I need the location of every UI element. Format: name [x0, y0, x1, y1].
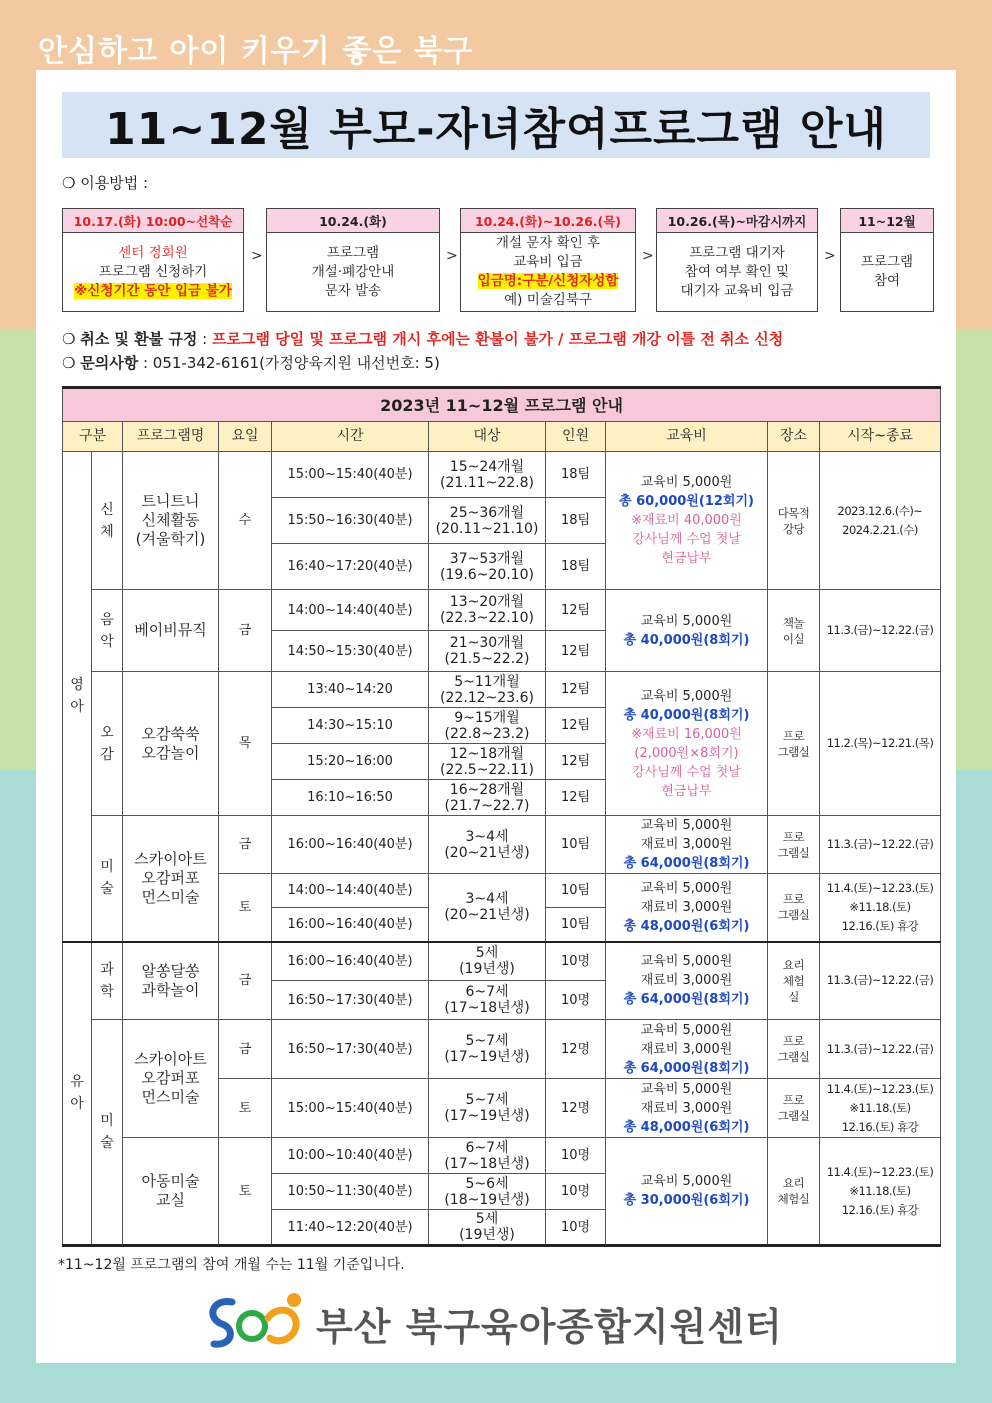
program-table — [62, 386, 941, 1247]
people-cell: 18팀 — [546, 498, 606, 544]
step-2-line: 문자 발송 — [324, 282, 382, 299]
sub-art: 미술 — [92, 1020, 123, 1246]
people-cell: 12명 — [546, 1079, 606, 1138]
target-cell: 5~7세 (17~19년생) — [429, 1079, 546, 1138]
target-cell: 9~15개월 (22.8~23.2) — [429, 708, 546, 744]
day-cell: 토 — [219, 1138, 272, 1246]
step-4-line: 대기자 교육비 입금 — [680, 282, 794, 299]
target-cell: 5~11개월 (22.12~23.6) — [429, 672, 546, 708]
chevron-right-icon: > — [824, 248, 836, 264]
header-place: 장소 — [768, 422, 820, 452]
time-cell: 10:00~10:40(40분) — [272, 1138, 429, 1174]
time-cell: 16:10~16:50 — [272, 780, 429, 816]
table-row — [63, 816, 941, 874]
period-cell: 2023.12.6.(수)~ 2024.2.21.(수) — [820, 452, 941, 590]
step-4-date: 10.26.(목)~마감시까지 — [657, 209, 817, 233]
sub-art: 미술 — [92, 816, 123, 942]
period-cell: 11.4.(토)~12.23.(토) ※11.18.(토) 12.16.(토) 휴강 — [820, 874, 941, 942]
day-cell: 금 — [219, 816, 272, 874]
time-cell: 16:00~16:40(40분) — [272, 908, 429, 942]
target-cell: 12~18개월 (22.5~22.11) — [429, 744, 546, 780]
step-5-line: 프로그램 — [860, 254, 914, 270]
day-cell: 토 — [219, 874, 272, 942]
target-cell: 5세 (19년생) — [429, 1210, 546, 1246]
step-4-line: 프로그램 대기자 — [689, 244, 785, 261]
program-name: 트니트니 신체활동 (겨울학기) — [123, 452, 219, 590]
people-cell: 18팀 — [546, 544, 606, 590]
org-name: 부산 북구육아종합지원센터 — [316, 1305, 783, 1349]
day-cell: 토 — [219, 1079, 272, 1138]
place-cell: 다목적 강당 — [768, 452, 820, 590]
program-name: 알쏭달쏭 과학놀이 — [123, 942, 219, 1020]
time-cell: 15:50~16:30(40분) — [272, 498, 429, 544]
place-cell: 책놀 이실 — [768, 590, 820, 672]
step-1-warning: ※신청기간 동안 입금 불가 — [74, 282, 232, 299]
step-5 — [840, 208, 934, 312]
people-cell: 10팀 — [546, 816, 606, 874]
fee-cell: 교육비 5,000원 재료비 3,000원 총 64,000원(8회기) — [606, 816, 768, 874]
day-cell: 금 — [219, 942, 272, 1020]
chevron-right-icon: > — [446, 248, 458, 264]
target-cell: 6~7세 (17~18년생) — [429, 1138, 546, 1174]
target-cell: 3~4세 (20~21년생) — [429, 816, 546, 874]
people-cell: 10명 — [546, 981, 606, 1020]
period-cell: 11.4.(토)~12.23.(토) ※11.18.(토) 12.16.(토) 휴강 — [820, 1138, 941, 1246]
people-cell: 12팀 — [546, 672, 606, 708]
target-cell: 5세 (19년생) — [429, 942, 546, 981]
step-1-line: 프로그램 신청하기 — [98, 263, 208, 280]
target-cell: 5~6세 (18~19년생) — [429, 1174, 546, 1210]
step-3-deposit-name: 입금명:구분/신청자성함 — [477, 273, 619, 289]
time-cell: 16:00~16:40(40분) — [272, 816, 429, 874]
fee-cell: 교육비 5,000원 재료비 3,000원 총 64,000원(8회기) — [606, 942, 768, 1020]
time-cell: 14:30~15:10 — [272, 708, 429, 744]
day-cell: 금 — [219, 590, 272, 672]
header-category: 구분 — [63, 422, 123, 452]
people-cell: 10팀 — [546, 874, 606, 908]
step-1 — [62, 208, 244, 312]
day-cell: 금 — [219, 1020, 272, 1079]
target-cell: 13~20개월 (22.3~22.10) — [429, 590, 546, 631]
contact-text: : 051-342-6161(가정양육지원 내선번호: 5) — [142, 354, 440, 372]
people-cell: 18팀 — [546, 452, 606, 498]
period-cell: 11.3.(금)~12.22.(금) — [820, 1020, 941, 1079]
slogan: 안심하고 아이 키우기 좋은 북구 — [38, 34, 474, 69]
program-name: 스카이아트 오감퍼포 먼스미술 — [123, 816, 219, 942]
program-name: 아동미술 교실 — [123, 1138, 219, 1246]
people-cell: 12팀 — [546, 590, 606, 631]
step-2-date: 10.24.(화) — [267, 209, 439, 233]
target-cell: 21~30개월 (21.5~22.2) — [429, 631, 546, 672]
footnote: *11~12월 프로그램의 참여 개월 수는 11월 기준입니다. — [58, 1257, 405, 1273]
header-people: 인원 — [546, 422, 606, 452]
period-cell: 11.2.(목)~12.21.(목) — [820, 672, 941, 816]
time-cell: 10:50~11:30(40분) — [272, 1174, 429, 1210]
step-5-line: 참여 — [873, 273, 901, 289]
people-cell: 12팀 — [546, 780, 606, 816]
page-title: 11~12월 부모-자녀참여프로그램 안내 — [62, 92, 930, 158]
table-row — [63, 452, 941, 498]
target-cell: 3~4세 (20~21년생) — [429, 874, 546, 942]
fee-cell: 교육비 5,000원 재료비 3,000원 총 64,000원(8회기) — [606, 1020, 768, 1079]
place-cell: 요리 체험 실 — [768, 942, 820, 1020]
target-cell: 15~24개월 (21.11~22.8) — [429, 452, 546, 498]
sub-body: 신체 — [92, 452, 123, 590]
step-1-line: 센터 정회원 — [118, 244, 188, 261]
refund-label: 취소 및 환불 규정 — [80, 330, 198, 348]
sub-science: 과학 — [92, 942, 123, 1020]
step-3-line: 개설 문자 확인 후 — [495, 235, 601, 251]
header-fee: 교육비 — [606, 422, 768, 452]
header-target: 대상 — [429, 422, 546, 452]
how-to-use-label — [62, 172, 148, 193]
step-2-line: 개설·폐강안내 — [311, 263, 395, 280]
program-name: 스카이아트 오감퍼포 먼스미술 — [123, 1020, 219, 1138]
place-cell: 프로 그램실 — [768, 672, 820, 816]
time-cell: 15:00~15:40(40분) — [272, 452, 429, 498]
bullet-icon: ❍ — [62, 354, 76, 372]
place-cell: 프로 그램실 — [768, 874, 820, 942]
process-steps — [62, 208, 942, 312]
header-day: 요일 — [219, 422, 272, 452]
program-name: 오감쑥쑥 오감놀이 — [123, 672, 219, 816]
day-cell: 목 — [219, 672, 272, 816]
step-2 — [266, 208, 440, 312]
target-cell: 25~36개월 (20.11~21.10) — [429, 498, 546, 544]
place-cell: 프로 그램실 — [768, 1079, 820, 1138]
sub-senses: 오감 — [92, 672, 123, 816]
table-row — [63, 1138, 941, 1174]
table-row — [63, 942, 941, 981]
step-3-date: 10.24.(화)~10.26.(목) — [461, 209, 635, 233]
day-cell: 수 — [219, 452, 272, 590]
chevron-right-icon: > — [251, 248, 263, 264]
people-cell: 12팀 — [546, 708, 606, 744]
center-logo-icon — [202, 1288, 312, 1352]
fee-cell: 교육비 5,000원 재료비 3,000원 총 48,000원(6회기) — [606, 874, 768, 942]
flyer — [36, 70, 956, 1363]
time-cell: 16:40~17:20(40분) — [272, 544, 429, 590]
contact-info — [62, 352, 440, 373]
people-cell: 12명 — [546, 1020, 606, 1079]
step-4 — [656, 208, 818, 312]
time-cell: 16:00~16:40(40분) — [272, 942, 429, 981]
table-title: 2023년 11~12월 프로그램 안내 — [63, 388, 941, 422]
time-cell: 13:40~14:20 — [272, 672, 429, 708]
program-name: 베이비뮤직 — [123, 590, 219, 672]
step-4-line: 참여 여부 확인 및 — [684, 263, 790, 280]
people-cell: 10팀 — [546, 908, 606, 942]
time-cell: 15:20~16:00 — [272, 744, 429, 780]
people-cell: 12팀 — [546, 744, 606, 780]
chevron-right-icon: > — [642, 248, 654, 264]
time-cell: 14:00~14:40(40분) — [272, 874, 429, 908]
target-cell: 6~7세 (17~18년생) — [429, 981, 546, 1020]
table-row — [63, 1020, 941, 1079]
contact-label: 문의사항 — [80, 354, 139, 372]
table-row — [63, 672, 941, 708]
header-time: 시간 — [272, 422, 429, 452]
header-program: 프로그램명 — [123, 422, 219, 452]
target-cell: 37~53개월 (19.6~20.10) — [429, 544, 546, 590]
step-3-line: 교육비 입금 — [513, 254, 583, 270]
people-cell: 10명 — [546, 1210, 606, 1246]
time-cell: 15:00~15:40(40분) — [272, 1079, 429, 1138]
center-logo — [202, 1288, 822, 1352]
people-cell: 10명 — [546, 942, 606, 981]
bullet-icon: ❍ — [62, 330, 76, 348]
time-cell: 11:40~12:20(40분) — [272, 1210, 429, 1246]
fee-cell: 교육비 5,000원 총 60,000원(12회기) ※재료비 40,000원 강사님께 수업 첫날 현금납부 — [606, 452, 768, 590]
sub-music: 음악 — [92, 590, 123, 672]
refund-colon: : — [202, 330, 208, 348]
refund-text: 프로그램 당일 및 프로그램 개시 후에는 환불이 불가 / 프로그램 개강 이틀 전 취소 신청 — [211, 330, 784, 348]
people-cell: 10명 — [546, 1138, 606, 1174]
target-cell: 5~7세 (17~19년생) — [429, 1020, 546, 1079]
people-cell: 10명 — [546, 1174, 606, 1210]
place-cell: 요리 체험실 — [768, 1138, 820, 1246]
step-3-example: 예) 미술김북구 — [504, 292, 592, 308]
time-cell: 14:00~14:40(40분) — [272, 590, 429, 631]
period-cell: 11.4.(토)~12.23.(토) ※11.18.(토) 12.16.(토) 휴강 — [820, 1079, 941, 1138]
group-infant: 영아 — [63, 452, 92, 942]
fee-cell: 교육비 5,000원 총 30,000원(6회기) — [606, 1138, 768, 1246]
step-2-line: 프로그램 — [326, 244, 380, 261]
refund-policy — [62, 328, 783, 349]
period-cell: 11.3.(금)~12.22.(금) — [820, 942, 941, 1020]
step-1-date: 10.17.(화) 10:00~선착순 — [63, 209, 243, 233]
header-period: 시작~종료 — [820, 422, 941, 452]
bullet-icon: ❍ — [62, 174, 76, 192]
period-cell: 11.3.(금)~12.22.(금) — [820, 590, 941, 672]
period-cell: 11.3.(금)~12.22.(금) — [820, 816, 941, 874]
target-cell: 16~28개월 (21.7~22.7) — [429, 780, 546, 816]
step-3 — [460, 208, 636, 312]
time-cell: 16:50~17:30(40분) — [272, 981, 429, 1020]
fee-cell: 교육비 5,000원 재료비 3,000원 총 48,000원(6회기) — [606, 1079, 768, 1138]
fee-cell: 교육비 5,000원 총 40,000원(8회기) — [606, 590, 768, 672]
group-toddler: 유아 — [63, 942, 92, 1246]
step-5-date: 11~12월 — [841, 209, 933, 233]
how-to-use-text: 이용방법 : — [80, 174, 149, 192]
fee-cell: 교육비 5,000원 총 40,000원(8회기) ※재료비 16,000원 (2,000원×8회기) 강사님께 수업 첫날 현금납부 — [606, 672, 768, 816]
time-cell: 14:50~15:30(40분) — [272, 631, 429, 672]
place-cell: 프로 그램실 — [768, 816, 820, 874]
place-cell: 프로 그램실 — [768, 1020, 820, 1079]
time-cell: 16:50~17:30(40분) — [272, 1020, 429, 1079]
table-row — [63, 590, 941, 631]
people-cell: 12팀 — [546, 631, 606, 672]
